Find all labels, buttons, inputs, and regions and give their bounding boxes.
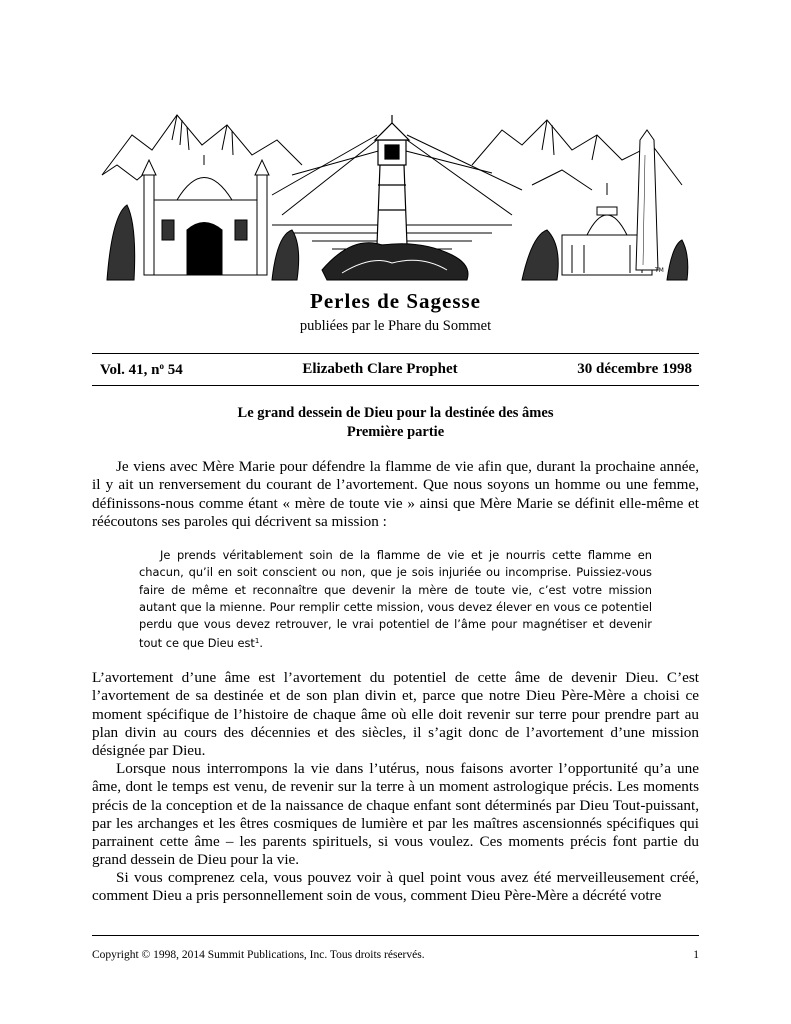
copyright-notice: Copyright © 1998, 2014 Summit Publications, Inc. Tous droits réservés. bbox=[92, 949, 425, 961]
page-footer bbox=[92, 949, 699, 961]
issue-date: 30 décembre 1998 bbox=[577, 361, 692, 377]
volume-number: Vol. 41, $n^o$ 54 bbox=[100, 361, 183, 378]
footer-divider bbox=[92, 935, 699, 936]
article-title: Le grand dessein de Dieu pour la destinée des âmes bbox=[237, 405, 554, 421]
paragraph-4: Si vous comprenez cela, vous pouvez voir à quel point vous avez été merveilleusement créé, comment Dieu a pris personnellement soin de vous, comment Dieu Père-Mère a décrété votre bbox=[92, 869, 699, 905]
issue-info bbox=[100, 361, 692, 379]
divider-bottom bbox=[92, 385, 699, 386]
divider-top bbox=[92, 353, 699, 354]
article-part: Première partie bbox=[346, 424, 445, 440]
publication-title: Perles de Sagesse bbox=[310, 289, 481, 313]
article-heading bbox=[0, 404, 791, 442]
footnote-marker: 1 bbox=[254, 637, 260, 646]
author-name: Elizabeth Clare Prophet bbox=[302, 361, 458, 377]
header-illustration bbox=[92, 95, 692, 290]
paragraph-3: Lorsque nous interrompons la vie dans l’utérus, nous faisons avorter l’opportunité qu’a une âme, dont le temps est venu, de revenir sur la terre à un moment astrologique précis. Les moments précis de la conception et de la naissance de chaque enfant sont déterminés par Dieu Tout-puissant, par les archanges et les êtres cosmiques de lumière et par les maîtres ascensionnés spécifiques qui parrainent cette âme – les parents spirituels, si vous voulez. Ces moments précis font partie du grand dessein de Dieu pour la vie. bbox=[92, 760, 699, 869]
landscape-lighthouse-illustration bbox=[92, 95, 692, 290]
paragraph-2: L’avortement d’une âme est l’avortement du potentiel de cette âme de devenir Dieu. C’est l’avortement de sa destinée et de son plan divin et, parce que notre Dieu Père-Mère a choisi ce moment spécifique de l’histoire de chaque âme où elle doit revenir sur terre pour prendre part au plan divin au cours des décennies et des siècles, il s’agit donc de l’avortement d’une mission désignée par Dieu. bbox=[92, 669, 699, 760]
paragraph-1: Je viens avec Mère Marie pour défendre la flamme de vie afin que, durant la prochaine année, il y ait un renversement du courant de l’avortement. Que nous soyons un homme ou une femme, définissons-nous comme étant « mère de toute vie » ainsi que Mère Marie se définit elle-même et réécoutons ses paroles qui décrivent sa mission : bbox=[92, 458, 699, 530]
trademark-mark: TM bbox=[655, 267, 664, 274]
block-quote: Je prends véritablement soin de la flamme de vie et je nourris cette flamme en chacun, qu’il en soit conscient ou non, que je sois injuriée ou incomprise. Puissiez-vous faire de même et reconnaître que devenir la mère de toute vie, c’est votre mission autant que la mienne. Pour remplir cette mission, vous devez élever en vous ce potentiel perdu que vous devez retrouver, le vrai potentiel de l’âme pour magnétiser et devenir tout ce que Dieu est$^1$. bbox=[139, 548, 652, 651]
publication-subtitle: publiées par le Phare du Sommet bbox=[299, 318, 492, 334]
page-number: 1 bbox=[693, 949, 699, 961]
